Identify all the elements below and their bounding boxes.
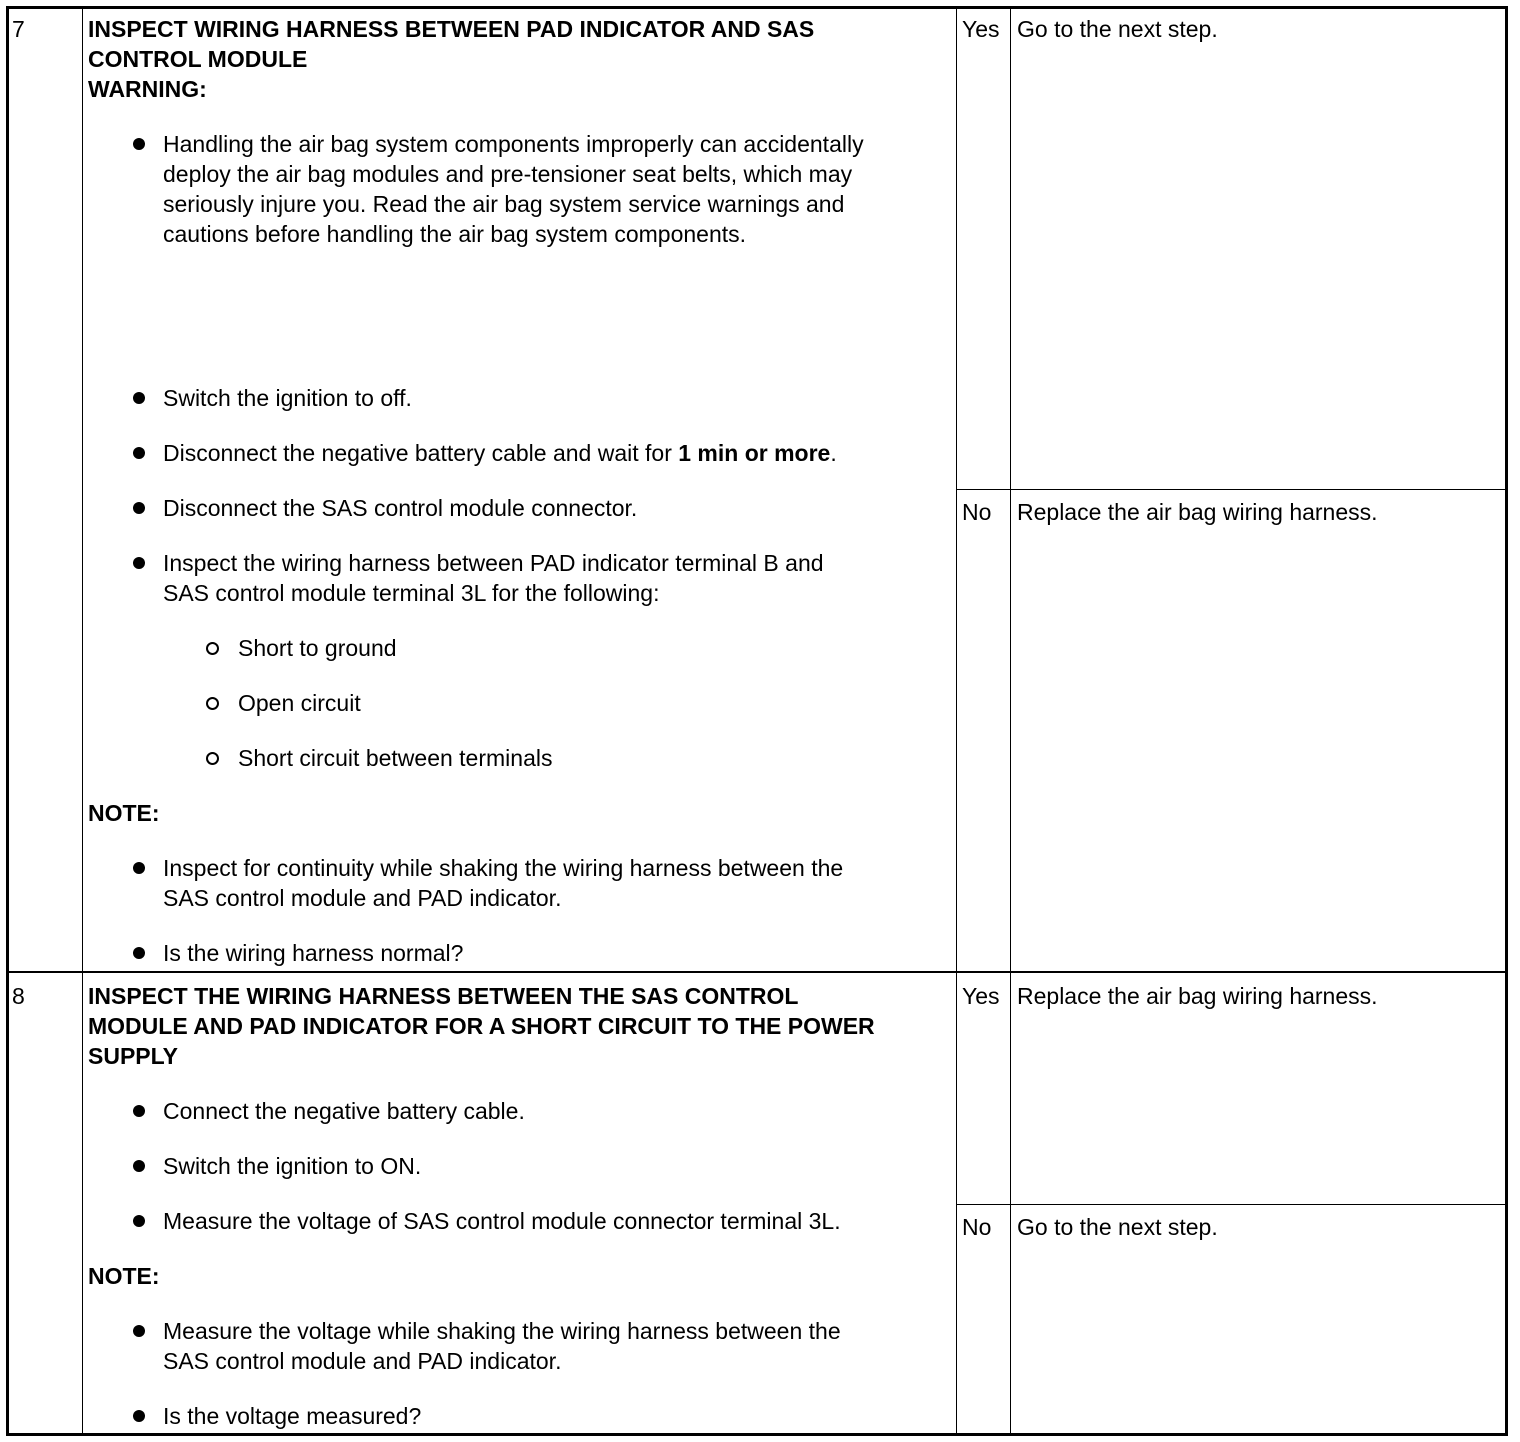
bullet-icon [133, 862, 145, 874]
step-7-warning-line-3: seriously injure you. Read the air bag system service warnings and [163, 191, 845, 217]
step-8-note-line-2: SAS control module and PAD indicator. [163, 1348, 562, 1374]
step-7-yes-label: Yes [962, 16, 1000, 42]
bullet-icon [133, 1215, 145, 1227]
sub-bullet-icon [206, 642, 219, 655]
sub-bullet-icon [206, 752, 219, 765]
step-7-warning-line-2: deploy the air bag modules and pre-tensioner seat belts, which may [163, 161, 853, 187]
step-7-sub-bullet-short-to-ground: Short to ground [238, 635, 397, 661]
step-7-sub-bullet-open-circuit: Open circuit [238, 690, 361, 716]
column-divider-action [1010, 6, 1011, 1436]
step-7-number: 7 [12, 16, 25, 42]
step-7-title-line-2: CONTROL MODULE [88, 46, 308, 72]
bullet-icon [133, 447, 145, 459]
step-7-yes-action: Go to the next step. [1017, 16, 1218, 42]
bullet-icon [133, 1105, 145, 1117]
column-divider-step [82, 6, 83, 1436]
step-8-note-label: NOTE: [88, 1263, 160, 1289]
bullet-icon [133, 1325, 145, 1337]
step-8-no-label: No [962, 1214, 992, 1240]
step-7-bullet-inspect-line-2: SAS control module terminal 3L for the following: [163, 580, 660, 606]
step-8-question: Is the voltage measured? [163, 1403, 422, 1429]
step-8-no-action: Go to the next step. [1017, 1214, 1218, 1240]
bullet-icon [133, 557, 145, 569]
row-divider-step7-yes-no [956, 489, 1508, 490]
step-7-no-label: No [962, 499, 992, 525]
step-8-yes-action: Replace the air bag wiring harness. [1017, 983, 1378, 1009]
row-divider-steps [6, 971, 1508, 973]
step-7-note-line-2: SAS control module and PAD indicator. [163, 885, 562, 911]
step-7-no-action: Replace the air bag wiring harness. [1017, 499, 1378, 525]
step-8-yes-label: Yes [962, 983, 1000, 1009]
step-7-bullet-ignition-off: Switch the ignition to off. [163, 385, 412, 411]
step-7-title-line-1: INSPECT WIRING HARNESS BETWEEN PAD INDICATOR AND SAS [88, 16, 815, 42]
bullet-icon [133, 1160, 145, 1172]
step-7-note-line-1: Inspect for continuity while shaking the wiring harness between the [163, 855, 844, 881]
wait-duration: 1 min or more [678, 440, 831, 466]
step-7-warning-line-4: cautions before handling the air bag system components. [163, 221, 747, 247]
bullet-icon [133, 1410, 145, 1422]
sub-bullet-icon [206, 697, 219, 710]
disconnect-battery-text: Disconnect the negative battery cable and wait for [163, 440, 679, 466]
step-7-bullet-disconnect-connector: Disconnect the SAS control module connector. [163, 495, 638, 521]
step-7-warning-label: WARNING: [88, 76, 207, 102]
row-divider-step8-yes-no [956, 1204, 1508, 1205]
step-8-bullet-connect-battery: Connect the negative battery cable. [163, 1098, 525, 1124]
bullet-icon [133, 502, 145, 514]
step-8-bullet-ignition-on: Switch the ignition to ON. [163, 1153, 422, 1179]
step-7-question: Is the wiring harness normal? [163, 940, 464, 966]
bullet-icon [133, 138, 145, 150]
step-7-sub-bullet-short-between-terminals: Short circuit between terminals [238, 745, 553, 771]
step-7-note-label: NOTE: [88, 800, 160, 826]
step-7-warning-line-1: Handling the air bag system components improperly can accidentally [163, 131, 864, 157]
step-8-title-line-3: SUPPLY [88, 1043, 178, 1069]
step-8-note-line-1: Measure the voltage while shaking the wiring harness between the [163, 1318, 841, 1344]
bullet-icon [133, 392, 145, 404]
step-7-bullet-inspect-line-1: Inspect the wiring harness between PAD indicator terminal B and [163, 550, 824, 576]
disconnect-battery-period: . [830, 440, 837, 466]
bullet-icon [133, 947, 145, 959]
column-divider-result [956, 6, 957, 1436]
step-7-bullet-disconnect-battery [163, 438, 837, 468]
step-8-number: 8 [12, 983, 25, 1009]
step-8-bullet-measure-voltage: Measure the voltage of SAS control module connector terminal 3L. [163, 1208, 841, 1234]
step-8-title-line-2: MODULE AND PAD INDICATOR FOR A SHORT CIRCUIT TO THE POWER [88, 1013, 875, 1039]
step-8-title-line-1: INSPECT THE WIRING HARNESS BETWEEN THE SAS CONTROL [88, 983, 799, 1009]
